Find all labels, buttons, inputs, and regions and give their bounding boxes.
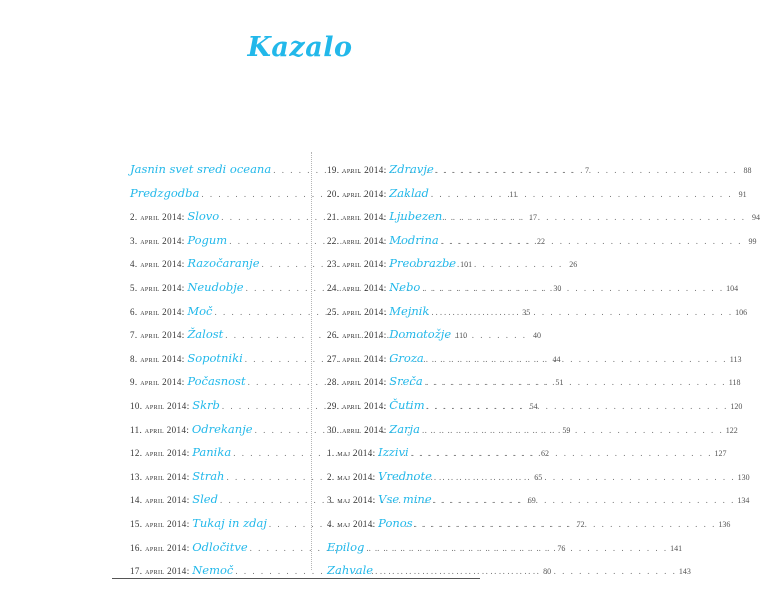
date-separator: : — [181, 235, 185, 246]
entry-date: 4. april 2014 — [130, 259, 182, 270]
entry-date: 13. april 2014 — [130, 471, 187, 482]
date-separator: : — [181, 259, 185, 270]
entry-title: Pogum — [187, 232, 228, 247]
entry-page-number: 143 — [678, 567, 691, 577]
date-separator: : — [186, 518, 190, 529]
entry-date: 27. april 2014 — [327, 353, 384, 364]
entry-date: 29. april 2014 — [327, 400, 384, 411]
dot-leader — [375, 560, 677, 584]
dot-leader — [431, 183, 733, 207]
date-separator: : — [383, 400, 387, 411]
entry-page-number: 106 — [735, 307, 748, 317]
date-separator: : — [181, 330, 185, 341]
date-separator: : — [186, 448, 190, 459]
entry-title: Slovo — [187, 209, 220, 224]
dot-leader — [441, 230, 743, 254]
entry-date: 21. april 2014 — [327, 212, 384, 223]
entry-title: Predzgodba — [130, 185, 200, 200]
entry-page-number: 59 — [562, 425, 571, 435]
dot-leader — [425, 371, 727, 395]
entry-page-number: 80 — [543, 567, 552, 577]
entry-date: 16. april 2014 — [130, 542, 187, 553]
entry-title: Tukaj in zdaj — [192, 515, 267, 530]
date-separator: : — [181, 282, 185, 293]
entry-date: 30. april 2014 — [327, 424, 384, 435]
entry-page-number: 17 — [528, 213, 537, 223]
entry-date: 19. april 2014 — [327, 165, 384, 175]
entry-page-number: 35 — [522, 307, 531, 317]
entry-title: Ponos — [378, 515, 413, 530]
date-separator: : — [383, 212, 387, 223]
entry-page-number: 91 — [738, 189, 747, 199]
entry-title: Zaklad — [389, 185, 429, 200]
entry-page-number: 141 — [670, 543, 683, 553]
toc-entry[interactable] — [327, 229, 757, 253]
dot-leader — [411, 442, 713, 466]
page-title: Kazalo — [247, 32, 353, 63]
entry-page-number: 7 — [584, 166, 589, 175]
entry-page-number: 44 — [552, 354, 561, 364]
entry-title: Počasnost — [187, 374, 246, 389]
date-separator: : — [383, 188, 387, 199]
entry-title: Zahvale — [327, 563, 374, 578]
date-separator: : — [383, 377, 387, 388]
date-separator: : — [186, 542, 190, 553]
dot-leader — [366, 537, 668, 561]
entry-date: 11. april 2014 — [130, 424, 187, 435]
entry-page-number: 62 — [540, 449, 549, 459]
entry-title: Sreča — [389, 374, 423, 389]
entry-date: 14. april 2014 — [130, 495, 187, 506]
date-separator: : — [181, 212, 185, 223]
entry-title: Odrekanje — [191, 421, 253, 436]
entry-date: 28. april 2014 — [327, 377, 384, 388]
dot-leader — [431, 301, 733, 325]
entry-date: 25. april 2014 — [327, 306, 384, 317]
toc-entry[interactable] — [327, 252, 473, 276]
entry-page-number: 110 — [455, 331, 468, 341]
entry-date: 17. april 2014 — [130, 566, 187, 577]
toc-entry[interactable] — [327, 158, 752, 182]
entry-date: 1. maj 2014 — [327, 448, 373, 459]
entry-title: Modrina — [389, 232, 439, 247]
entry-title: Čutim — [389, 397, 425, 412]
entry-title: Epilog — [327, 539, 365, 554]
entry-page-number: 104 — [726, 283, 739, 293]
dot-leader — [426, 348, 728, 372]
entry-page-number: 88 — [743, 166, 752, 175]
date-separator: : — [181, 377, 185, 388]
entry-title: Izzivi — [378, 445, 409, 460]
date-separator: : — [186, 400, 190, 411]
toc-entry[interactable] — [327, 323, 468, 347]
entry-page-number: 118 — [728, 378, 741, 388]
entry-page-number: 11 — [509, 189, 518, 199]
entry-date: 3. maj 2014 — [327, 495, 373, 506]
entry-page-number: 94 — [752, 213, 760, 223]
entry-title: Moč — [187, 303, 213, 318]
entry-page-number: 136 — [718, 519, 731, 529]
date-separator: : — [372, 518, 376, 529]
date-separator: : — [186, 424, 189, 435]
entry-title: Skrb — [192, 397, 220, 412]
date-separator: : — [383, 165, 387, 175]
entry-page-number: 40 — [533, 331, 542, 341]
dot-leader — [422, 277, 724, 301]
date-separator: : — [383, 330, 387, 341]
entry-title: Nemoč — [192, 563, 234, 578]
entry-date: 15. april 2014 — [130, 518, 187, 529]
entry-page-number: 22 — [536, 236, 545, 246]
entry-page-number: 51 — [555, 378, 564, 388]
dot-leader — [444, 206, 746, 230]
entry-page-number: 65 — [534, 472, 543, 482]
entry-page-number: 69 — [527, 496, 536, 506]
entry-date: 2. april 2014 — [130, 212, 182, 223]
entry-date: 3. april 2014 — [130, 235, 182, 246]
entry-page-number: 113 — [729, 354, 742, 364]
date-separator: : — [372, 495, 376, 506]
date-separator: : — [383, 235, 387, 246]
entry-page-number: 130 — [737, 472, 750, 482]
entry-title: Preobrazbe — [389, 256, 457, 271]
entry-title: Strah — [192, 468, 225, 483]
entry-page-number: 122 — [725, 425, 738, 435]
dot-leader — [427, 395, 729, 419]
entry-date: 5. april 2014 — [130, 282, 182, 293]
entry-title: Mejnik — [389, 303, 430, 318]
entry-title: Vse mine — [378, 492, 432, 507]
entry-page-number: 72 — [576, 519, 585, 529]
entry-page-number: 54 — [529, 401, 538, 411]
entry-page-number: 99 — [748, 236, 757, 246]
entry-title: Sopotniki — [187, 350, 243, 365]
entry-date: 9. april 2014 — [130, 377, 182, 388]
entry-date: 20. april 2014 — [327, 188, 384, 199]
entry-date: 24. april 2014 — [327, 282, 384, 293]
entry-date: 10. april 2014 — [130, 400, 187, 411]
entry-title: Panika — [192, 445, 232, 460]
dot-leader — [415, 513, 717, 537]
entry-date: 8. april 2014 — [130, 353, 182, 364]
dot-leader — [422, 419, 724, 443]
column-divider — [311, 152, 312, 570]
date-separator: : — [383, 353, 387, 364]
entry-page-number: 101 — [460, 260, 473, 270]
date-separator: : — [383, 259, 387, 270]
entry-title: Zdravje — [389, 162, 434, 176]
date-separator: : — [383, 306, 387, 317]
dot-leader — [434, 466, 736, 490]
entry-date: 2. maj 2014 — [327, 471, 373, 482]
date-separator: : — [186, 566, 190, 577]
entry-page-number: 76 — [557, 543, 566, 553]
entry-title: Odločitve — [192, 539, 248, 554]
date-separator: : — [181, 306, 185, 317]
entry-title: Žalost — [187, 327, 224, 342]
entry-title: Neudobje — [187, 279, 244, 294]
entry-date: 23. april 2014 — [327, 259, 384, 270]
date-separator: : — [186, 495, 190, 506]
entry-page-number: 127 — [714, 449, 727, 459]
entry-date: 4. maj 2014 — [327, 518, 373, 529]
entry-title: Vrednote — [378, 468, 432, 483]
entry-date: 6. april 2014 — [130, 306, 182, 317]
date-separator: : — [383, 282, 387, 293]
entry-title: Zarja — [389, 421, 420, 436]
entry-title: Nebo — [389, 279, 421, 294]
entry-title: Ljubezen — [389, 209, 443, 224]
bottom-rule — [112, 578, 480, 579]
date-separator: : — [372, 471, 376, 482]
entry-title: Sled — [192, 492, 218, 507]
entry-page-number: 26 — [569, 260, 578, 270]
entry-title: Jasnin svet sredi oceana — [130, 162, 272, 176]
entry-title: Razočaranje — [187, 256, 260, 271]
entry-title: Domotožje — [389, 327, 452, 342]
entry-title: Groza — [389, 350, 424, 365]
dot-leader — [434, 489, 736, 513]
date-separator: : — [372, 448, 376, 459]
entry-date: 12. april 2014 — [130, 448, 187, 459]
date-separator: : — [181, 353, 185, 364]
entry-page-number: 134 — [737, 496, 750, 506]
date-separator: : — [383, 424, 387, 435]
entry-page-number: 120 — [730, 401, 743, 411]
entry-page-number: 30 — [553, 283, 562, 293]
entry-date: 22. april 2014 — [327, 235, 384, 246]
dot-leader — [436, 159, 738, 183]
entry-date: 26. april 2014 — [327, 330, 384, 341]
date-separator: : — [186, 471, 190, 482]
entry-date: 7. april 2014 — [130, 330, 182, 341]
